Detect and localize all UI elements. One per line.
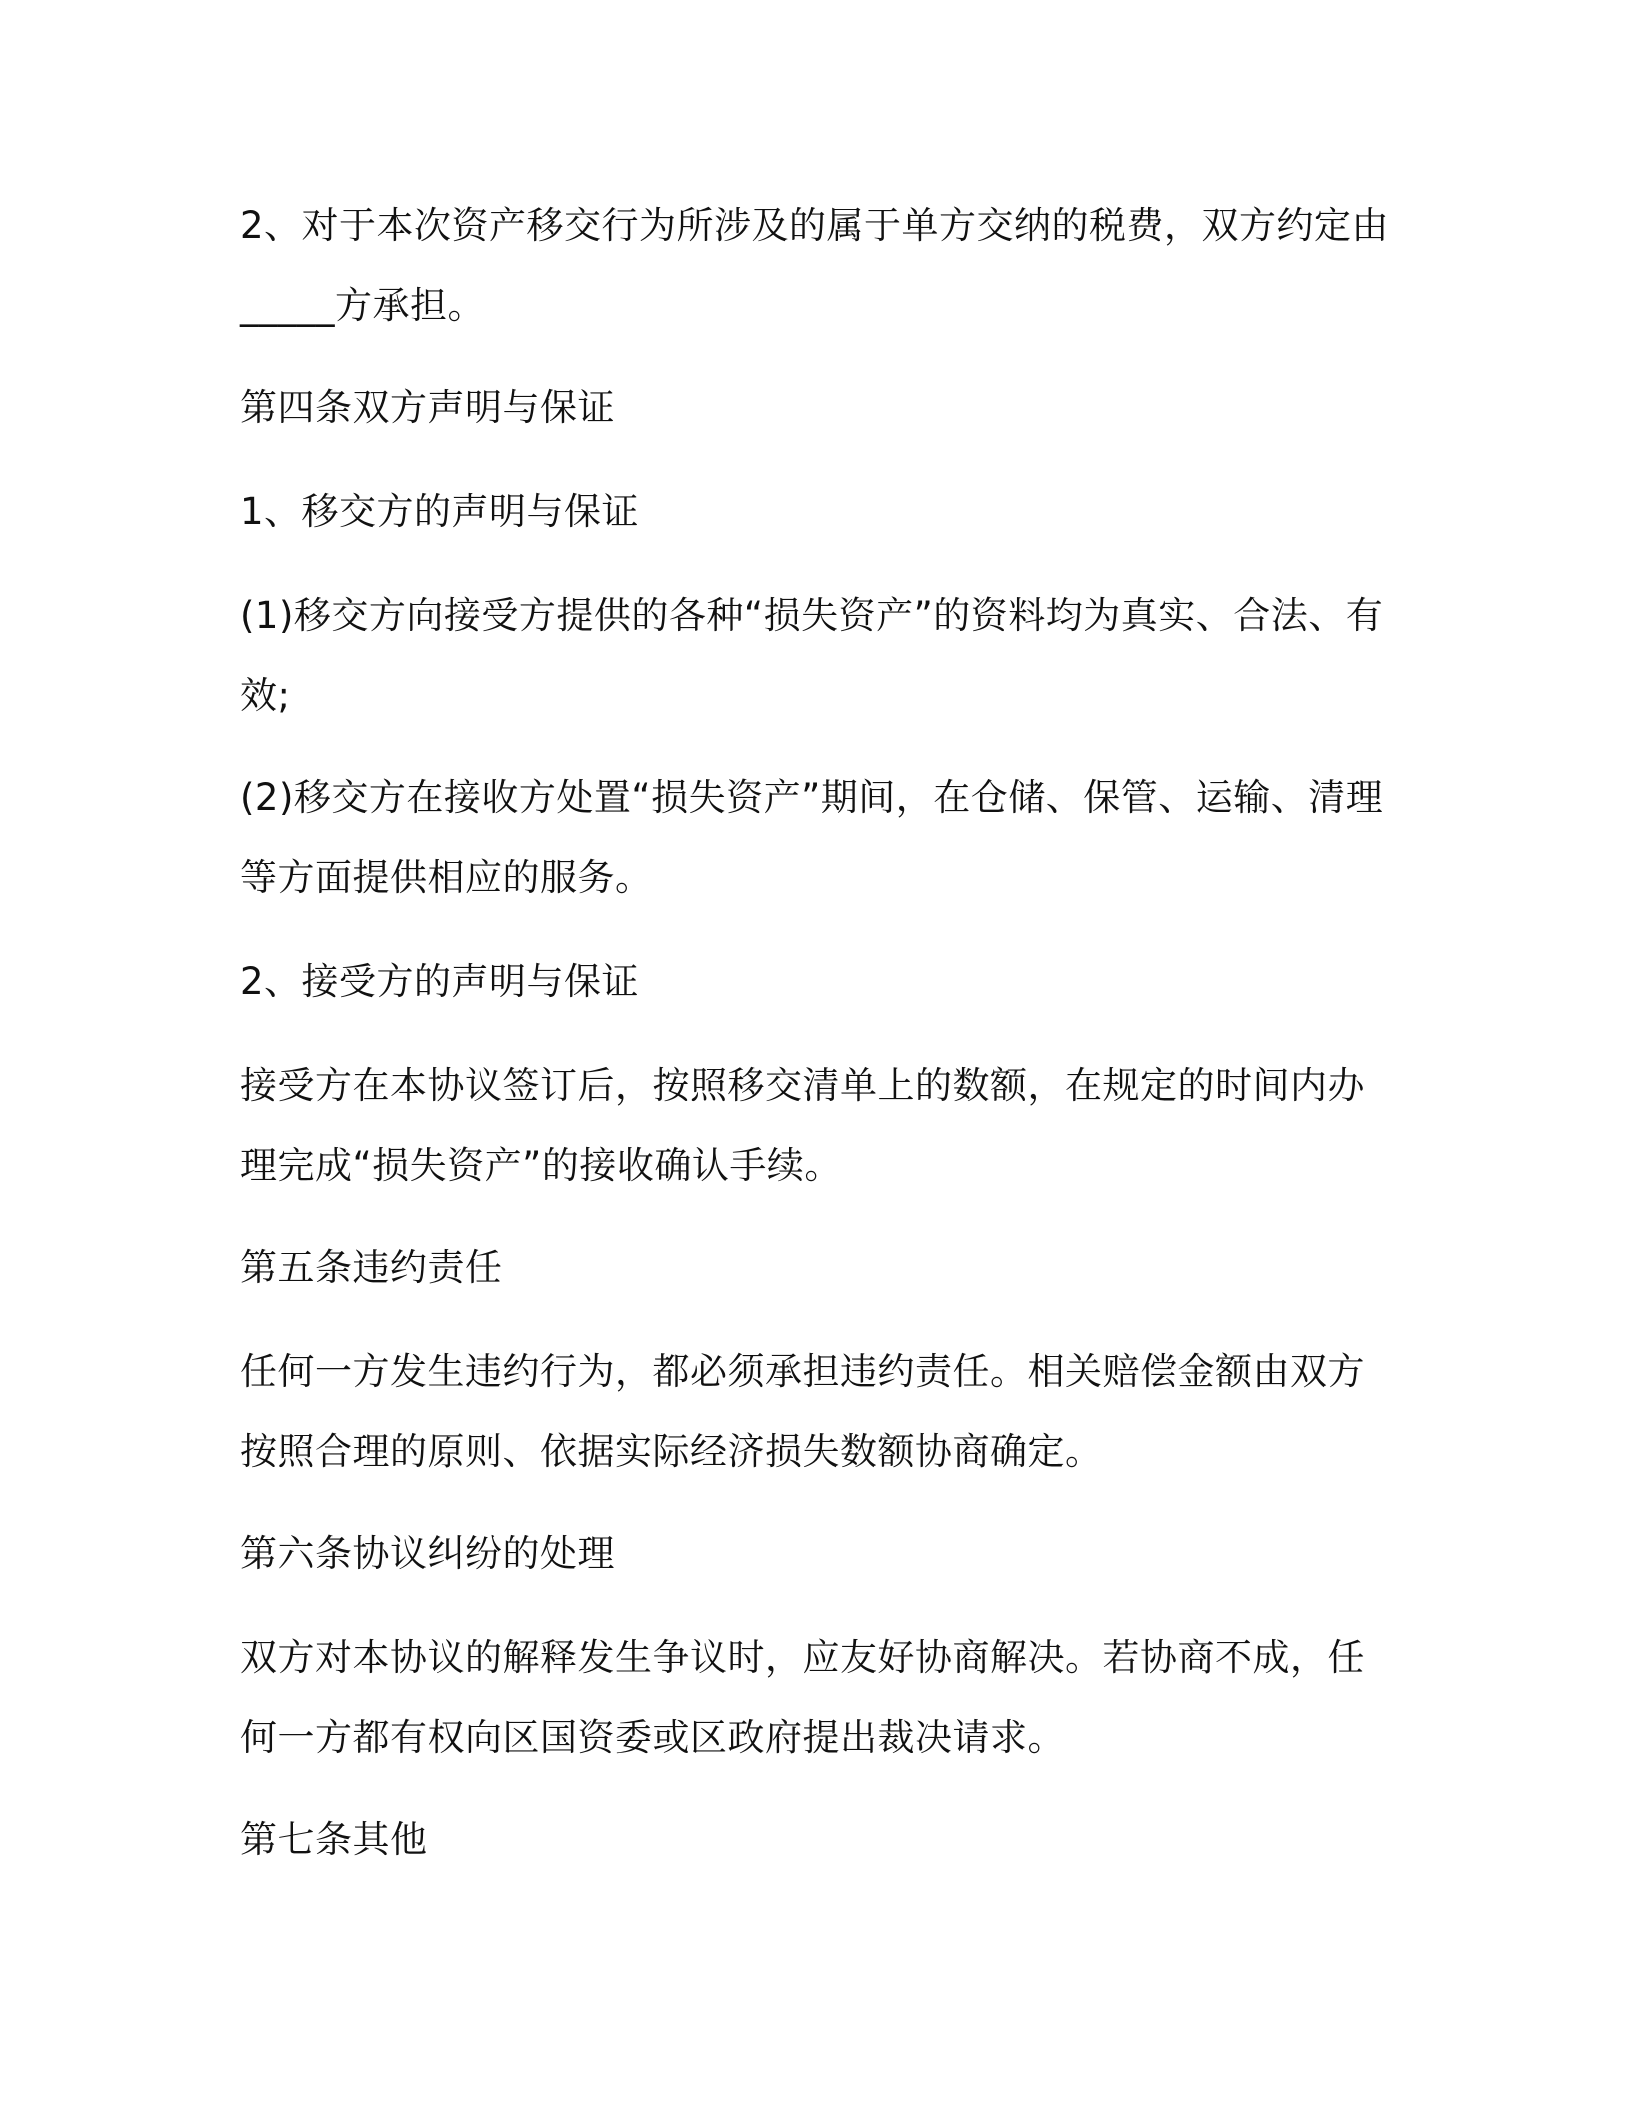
paragraph-dispute-resolution: 双方对本协议的解释发生争议时，应友好协商解决。若协商不成，任何一方都有权向区国资委或区政府提出裁决请求。 [240,1636,1365,1759]
heading-article-6: 第六条协议纠纷的处理 [240,1532,615,1575]
paragraph-receiver-warranty: 接受方在本协议签订后，按照移交清单上的数额，在规定的时间内办理完成“损失资产”的接收确认手续。 [240,1064,1365,1187]
document-body [240,186,1400,1904]
heading-article-5: 第五条违约责任 [240,1246,503,1289]
paragraph-transferor-item-1: (1)移交方向接受方提供的各种“损失资产”的资料均为真实、合法、有效; [240,594,1384,717]
subheading-receiver-warranty: 2、接受方的声明与保证 [240,960,640,1003]
heading-article-4: 第四条双方声明与保证 [240,386,615,429]
paragraph-transferor-item-2: (2)移交方在接收方处置“损失资产”期间，在仓储、保管、运输、清理等方面提供相应的服务。 [240,776,1384,899]
heading-article-7: 第七条其他 [240,1818,428,1861]
subheading-transferor-warranty: 1、移交方的声明与保证 [240,490,640,533]
paragraph-breach-liability: 任何一方发生违约行为，都必须承担违约责任。相关赔偿金额由双方按照合理的原则、依据实际经济损失数额协商确定。 [240,1350,1365,1473]
paragraph-tax-clause: 2、对于本次资产移交行为所涉及的属于单方交纳的税费，双方约定由_____方承担。 [240,204,1390,327]
